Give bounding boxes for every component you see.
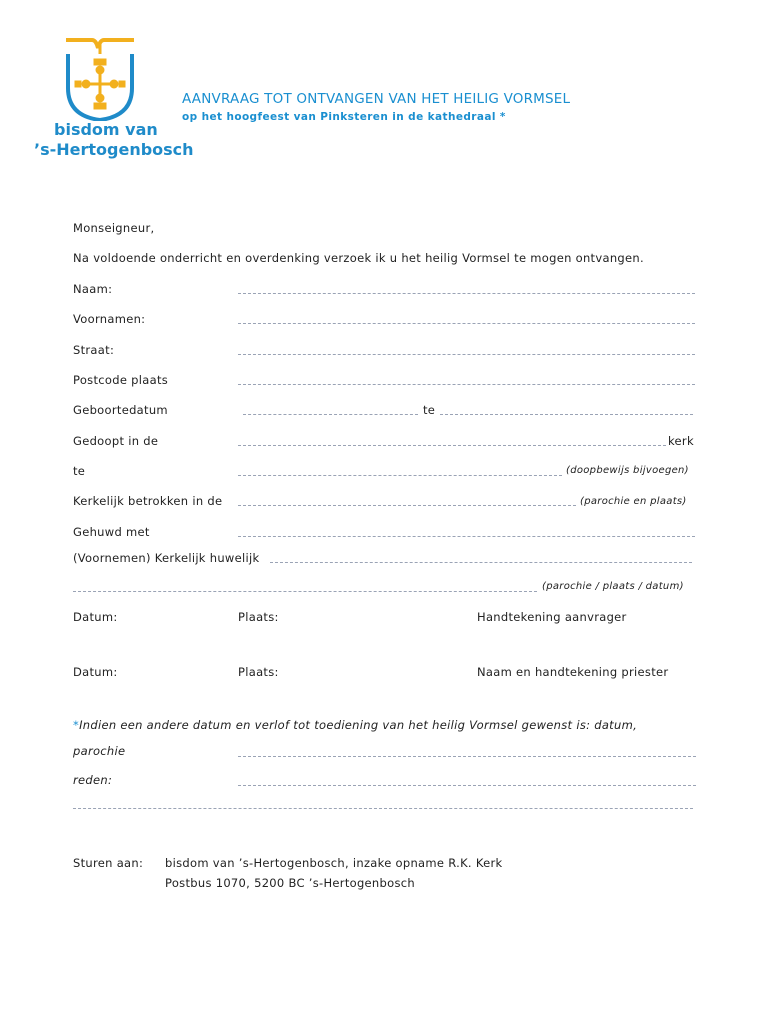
doopplaats-field[interactable] [238,475,562,476]
footnote-reden-field[interactable] [238,785,696,786]
straat-field[interactable] [238,354,695,355]
doopbewijs-note: (doopbewijs bijvoegen) [566,465,689,476]
parochie-plaats-datum-note: (parochie / plaats / datum) [542,581,684,592]
geboorteplaats-te-label: te [423,403,436,417]
kerk-label: kerk [668,434,694,448]
page-subtitle: op het hoogfeest van Pinksteren in de kathedraal * [182,111,506,123]
address-line-1: bisdom van ’s-Hertogenbosch, inzake opname R.K. Kerk [165,856,503,870]
gedoopt-field[interactable] [238,445,666,446]
doop-te-label: te [73,464,86,478]
plaats-label-1: Plaats: [238,610,279,624]
parochie-plaats-note: (parochie en plaats) [580,496,687,507]
gehuwd-field[interactable] [238,536,695,537]
postcode-label: Postcode plaats [73,373,169,387]
datum-label-2: Datum: [73,665,118,679]
naam-field[interactable] [238,293,695,294]
handtekening-priester-label: Naam en handtekening priester [477,665,669,679]
huwelijk-details-field[interactable] [73,591,537,592]
datum-label-1: Datum: [73,610,118,624]
address-line-2: Postbus 1070, 5200 BC ’s-Hertogenbosch [165,876,415,890]
diocese-shield-icon [32,36,172,121]
geboortedatum-field[interactable] [243,414,418,415]
gedoopt-label: Gedoopt in de [73,434,159,448]
voornamen-label: Voornamen: [73,312,146,326]
handtekening-aanvrager-label: Handtekening aanvrager [477,610,627,624]
geboorteplaats-field[interactable] [440,414,693,415]
logo-line-1: bisdom van [54,120,158,139]
footnote-asterisk: * [73,718,80,732]
footnote-body: Indien een andere datum en verlof tot toediening van het heilig Vormsel gewenst is: datum, [79,718,638,732]
straat-label: Straat: [73,343,115,357]
sturen-aan-label: Sturen aan: [73,856,144,870]
huwelijk-label: (Voornemen) Kerkelijk huwelijk [73,551,260,565]
salutation: Monseigneur, [73,221,155,235]
diocese-logo [32,36,194,161]
logo-line-2: ’s-Hertogenbosch [34,140,194,159]
voornamen-field[interactable] [238,323,695,324]
geboortedatum-label: Geboortedatum [73,403,168,417]
gehuwd-label: Gehuwd met [73,525,150,539]
intro-text: Na voldoende onderricht en overdenking verzoek ik u het heilig Vormsel te mogen ontvangen. [73,251,644,265]
betrokken-label: Kerkelijk betrokken in de [73,494,223,508]
naam-label: Naam: [73,282,113,296]
postcode-field[interactable] [238,384,695,385]
plaats-label-2: Plaats: [238,665,279,679]
huwelijk-field[interactable] [270,562,692,563]
footnote-parochie-field[interactable] [238,756,696,757]
footnote-text [73,718,637,732]
footnote-reden-label: reden: [73,773,113,787]
footnote-extra-field[interactable] [73,808,693,809]
page-title: AANVRAAG TOT ONTVANGEN VAN HET HEILIG VORMSEL [182,91,571,107]
footnote-parochie-label: parochie [73,744,126,758]
betrokken-field[interactable] [238,505,576,506]
